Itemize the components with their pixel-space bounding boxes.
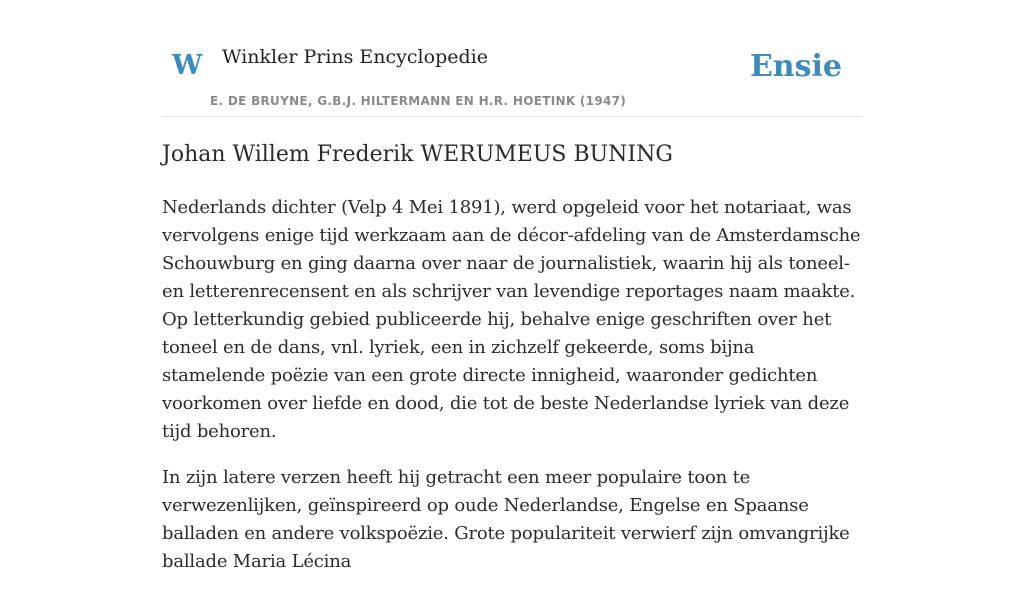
article-title: Johan Willem Frederik WERUMEUS BUNING [162,142,673,167]
ensie-logo[interactable]: Ensie [749,49,842,84]
article-paragraph: In zijn latere verzen heeft hij getracht een meer populaire toon te verwezenlijken, geïnspireerd op oude Nederlandse, Engelse en Spaanse balladen en andere volkspoëzie. Grote populariteit verwierf zijn omvangrijke ballade Maria Lécina [162,467,850,572]
encyclopedia-logo[interactable]: W [172,50,203,81]
book-title-link[interactable]: Winkler Prins Encyclopedie [222,46,488,68]
article [162,138,862,594]
article-paragraph: Nederlands dichter (Velp 4 Mei 1891), werd opgeleid voor het notariaat, was vervolgens enige tijd werkzaam aan de décor-afdeling van de Amsterdamsche Schouwburg en ging daarna over naar de journalistiek, waarin hij als toneel- en letterenrecensent en als schrijver van levendige reportages naam maakte. Op letterkundig gebied publiceerde hij, behalve enige geschriften over het toneel en de dans, vnl. lyriek, een in zichzelf gekeerde, soms bijna stamelende poëzie van een grote directe innigheid, waaronder gedichten voorkomen over liefde en dood, die tot de beste Nederlandse lyriek van deze tijd behoren. [162,197,861,442]
book-authors: E. DE BRUYNE, G.B.J. HILTERMANN EN H.R. HOETINK (1947) [210,94,627,108]
header [162,0,862,117]
